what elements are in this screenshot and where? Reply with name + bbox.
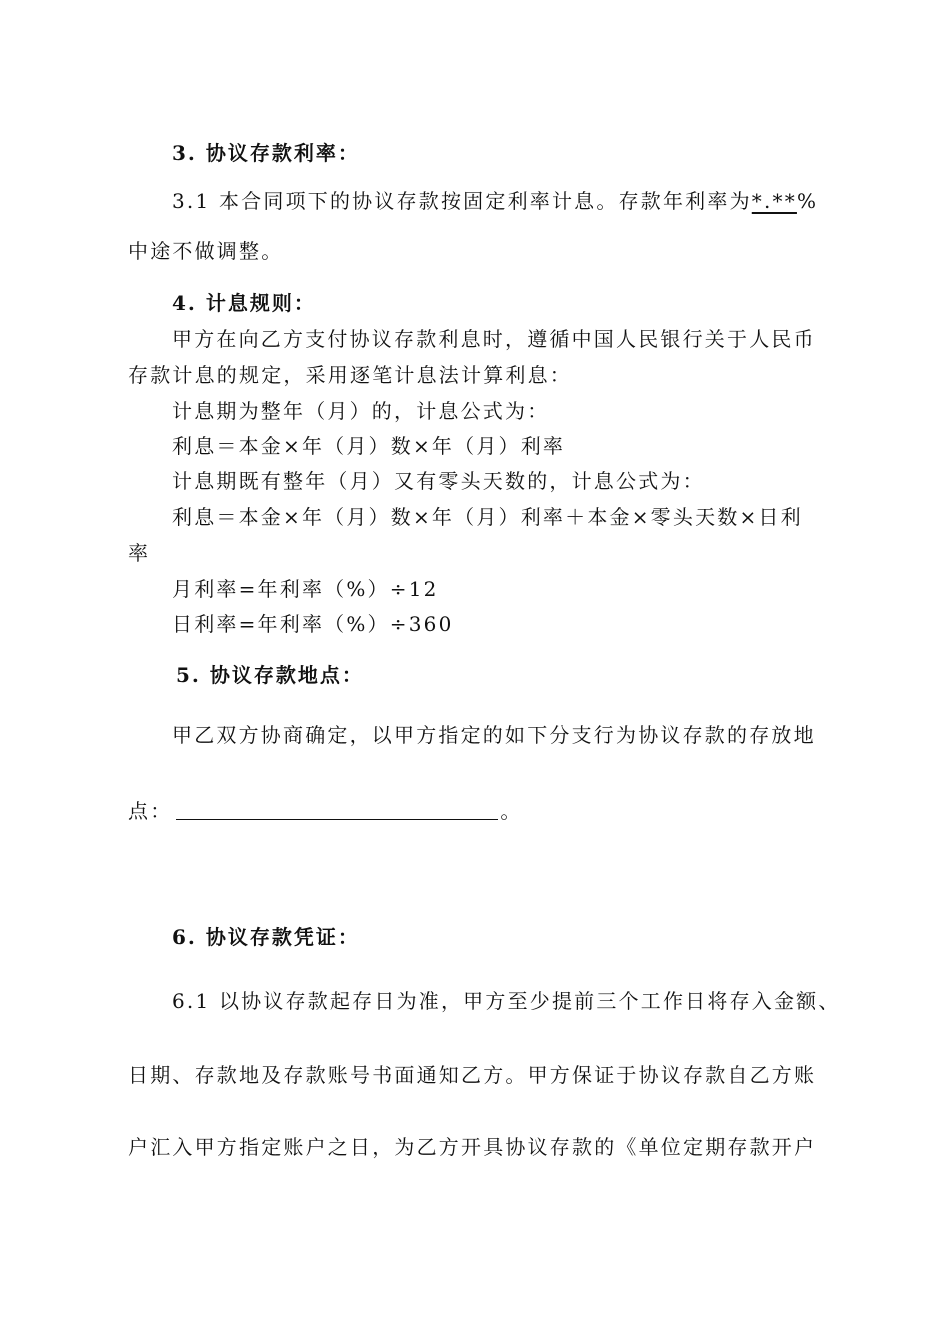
percent-sign: % xyxy=(796,189,819,213)
rate-text-before: 3.1 本合同项下的协议存款按固定利率计息。存款年利率为 xyxy=(172,189,752,213)
section-5-line-1: 甲乙双方协商确定，以甲方指定的如下分支行为协议存款的存放地 xyxy=(172,723,816,747)
period-mark: 。 xyxy=(500,799,523,823)
formula-mixed-period: 利息＝本金×年（月）数×年（月）利率＋本金×零头天数×日利 xyxy=(172,505,803,529)
interest-rate-value: *.** xyxy=(751,189,797,213)
section-4-line-5: 计息期既有整年（月）又有零头天数的，计息公式为： xyxy=(172,469,705,493)
section-6-line-3: 户汇入甲方指定账户之日，为乙方开具协议存款的《单位定期存款开户 xyxy=(128,1135,817,1159)
section-3-heading: 3. 协议存款利率： xyxy=(172,141,360,165)
section-5-heading: 5. 协议存款地点： xyxy=(176,663,364,687)
section-4-line-3: 计息期为整年（月）的，计息公式为： xyxy=(172,399,550,423)
location-label: 点： xyxy=(128,799,173,823)
section-4-line-2: 存款计息的规定，采用逐笔计息法计算利息： xyxy=(128,363,572,387)
section-4-line-7: 率 xyxy=(128,541,151,565)
section-5-line-2 xyxy=(128,798,523,824)
formula-monthly-rate: 月利率=年利率（%）÷12 xyxy=(172,577,439,601)
formula-daily-rate: 日利率=年利率（%）÷360 xyxy=(172,612,454,636)
formula-whole-period: 利息＝本金×年（月）数×年（月）利率 xyxy=(172,434,566,458)
location-blank-field[interactable] xyxy=(176,801,498,820)
section-3-paragraph-line-2: 中途不做调整。 xyxy=(128,239,284,263)
section-4-heading: 4. 计息规则： xyxy=(172,291,316,315)
section-4-line-1: 甲方在向乙方支付协议存款利息时，遵循中国人民银行关于人民币 xyxy=(172,327,816,351)
section-3-paragraph-line-1 xyxy=(172,188,818,214)
section-6-line-2: 日期、存款地及存款账号书面通知乙方。甲方保证于协议存款自乙方账 xyxy=(128,1063,817,1087)
section-6-line-1: 6.1 以协议存款起存日为准，甲方至少提前三个工作日将存入金额、 xyxy=(172,989,841,1013)
section-6-heading: 6. 协议存款凭证： xyxy=(172,925,360,949)
